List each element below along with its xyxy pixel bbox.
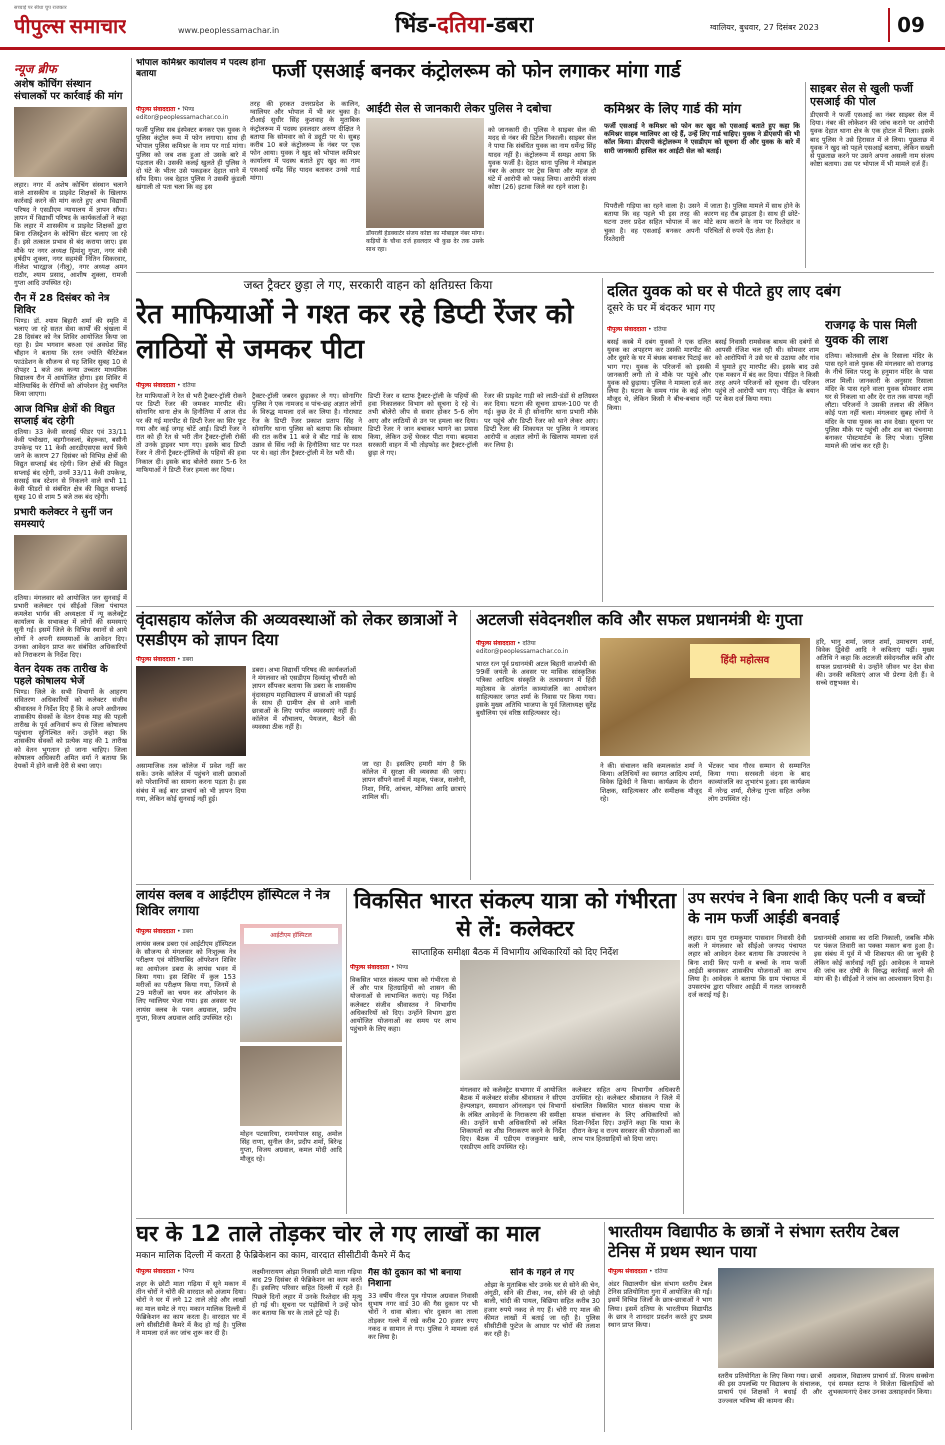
brand-logo[interactable]: पीपुल्स समाचार <box>14 16 127 38</box>
story-eye-camp-caption: मोहन पटसारिया, रामगोपाल साहू, अमोल सिंह राणा, सुनील जैन, प्रदीप शर्मा, बिरेन्द्र गुप्ता, विजय अग्रवाल, कमल मोदी आदि मौजूद रहे। <box>240 1130 342 1163</box>
column-divider <box>604 1222 605 1432</box>
dateline: ग्वालियर, बुधवार, 27 दिसंबर 2023 <box>710 23 819 32</box>
commissioner-guard-col2: में जाता है। पुलिस मामले में साथ होने के कारण वह रौब झाड़ता है। साथ ही छोटे-मोटे काम कराने के नाम पर रिश्तेदार व परिचितों से रुपये ऐंठ लेता है। <box>704 202 800 235</box>
story-body-found-headline: राजगढ़ के पास मिली युवक की लाश <box>825 318 917 347</box>
story-fake-si-col2: तरह की हरकत उत्तरप्रदेश के कालिन, ग्वालियर और भोपाल में भी कर चुका है। टीआई सुधीर सिंह कुशवाह के मुताबिक कंट्रोलरूम में पदस्थ हवलदार अरुण दीक्षित ने बताया कि सोमवार को वे ड्यूटी पर थे। सुबह करीब 10 बजे कंट्रोलरूम के नंबर पर एक फोन आया। युवक ने खुद को भोपाल कमिश्नर कार्यालय में पदस्थ बताते हुए खुद का नाम एसआई धर्मेंद्र सिंह यादव बताकर उनसे गार्ड मांगा। <box>250 100 360 182</box>
story-fake-si-byline: पीपुल्स संवाददाता • भिण्ड <box>136 106 195 113</box>
story-sand-mafia-col3: डिप्टी रेंजर व स्टाफ ट्रैक्टर-ट्रॉली के पहियों की हवा निकालकर विभाग को सूचना दे रहे थे। तभी बोलेरो जीप से सवार होकर 5-6 लोग आए और लाठियों से उन पर हमला कर दिया। डिप्टी रेंजर ने जान बचाकर भागने का प्रयास किया, लेकिन उन्हें घेरकर पीटा गया। बदमाश सरकारी वाहन में भी तोड़फोड़ कर ट्रैक्टर-ट्रॉली छुड़ा ले गए। <box>368 392 478 458</box>
story-dalit-youth-headline: दलित युवक को घर से पीटते हुए लाए दबंग <box>607 282 841 300</box>
column-divider <box>470 610 471 880</box>
brief-1-photo <box>14 107 127 177</box>
event-banner: हिंदी महोत्सव <box>690 644 800 678</box>
column-divider <box>805 82 806 268</box>
story-cyber-cell <box>810 82 934 268</box>
brief-4-headline: प्रभारी कलेक्टर ने सुनीं जन समस्याएं <box>14 506 113 530</box>
story-college-memo-byline: पीपुल्स संवाददाता • डबरा <box>136 656 194 663</box>
story-college-memo-col2: असामाजिक तत्व कॉलेज में प्रवेश नहीं कर सकें। उनके कॉलेज में पहुंचने वाली छात्राओं को परेशानियों का सामना करना पड़ता है। इस संबंध में कई बार प्राचार्य को भी ज्ञापन दिया गया, लेकिन कोई सुनवाई नहीं हुई। <box>136 762 246 803</box>
story-table-tennis-col2: स्तरीय प्रतियोगिता के लिए किया गया। छात्रों की इस उपलब्धि पर विद्यालय के संचालक, प्राचार्य एवं शिक्षकों ने बधाई दी और उज्ज्वल भविष्य की कामना की। <box>718 1372 822 1405</box>
story-fake-si-headline: फर्जी एसआई बनकर कंट्रोलरूम को फोन लगाकर मांगा गार्ड <box>272 60 681 82</box>
commissioner-guard-headline: कमिश्नर के लिए गार्ड की मांग <box>604 102 742 117</box>
story-eye-camp <box>136 888 342 1214</box>
story-atal-tribute-col3: भेंटकर भाव गौरव सम्मान से सम्मानित किया गया। सरस्वती वंदना के बाद काव्यांजलि का शुभारंभ हुआ। इस कार्यक्रम में नरेन्द्र शर्मा, शैलेन्द्र गुप्ता सहित अनेक लोग उपस्थित रहे। <box>708 762 810 803</box>
story-viksit-bharat <box>350 888 680 1214</box>
story-cyber-cell-headline: साइबर सेल से खुली फर्जी एसआई की पोल <box>810 82 913 108</box>
story-atal-tribute-byline: पीपुल्स संवाददाता • दतिया <box>476 640 536 647</box>
commissioner-guard-lead: फर्जी एसआई ने कमिश्नर को फोन कर खुद को एसआई बताते हुए कहा कि कमिश्नर साहब ग्वालियर आ रहे हैं, उन्हें लिए गार्ड चाहिए। युवक ने डीएसपी की भी कॉल किया। डीएसपी कंट्रोलरूम ने एसडीएम को सूचना दी और युवक के बारे में सारी जानकारी हासिल कर आईटी सेल को बताई। <box>604 122 800 155</box>
viksit-bharat-meeting-photo <box>460 960 680 1080</box>
brief-1-text: लहार। नगर में अशेष कोचिंग संस्थान चलाने वाले शासकीय व प्राइवेट शिक्षकों के खिलाफ कार्रवाई करने की मांग करते हुए अभा विद्यार्थी परिषद ने एसडीएम न्यायालय में ज्ञापन सौंपा। ज्ञापन में विद्यार्थी परिषद के कार्यकर्ताओं ने कहा कि लहार में शासकीय व प्राइवेट शिक्षकों द्वारा बिना रजिस्ट्रेशन के कोचिंग सेंटर चलाए जा रहे हैं। इसे तत्काल प्रभाव से बंद कराया जाए। इस मौके पर नगर अध्यक्ष हिमांशु गुप्ता, नगर मंत्री हर्षदीप शुक्ला, नगर सहमंत्री नितिन सिकरवार, नीलेश भारद्वाज (नीलू), नगर अध्यक्ष अमन राठौर, श्याम प्रसाद, आशीष शुक्ला, रामजी गुप्ता आदि उपस्थित रहे। <box>14 181 127 288</box>
story-dalit-youth-byline: पीपुल्स संवाददाता • दतिया <box>607 326 667 333</box>
story-atal-tribute-col4: हरि, भानु शर्मा, जगत शर्मा, उमाचरण शर्मा, विवेक द्विवेदी आदि ने कविताएं पढ़ीं। मुख्य अतिथि ने कहा कि अटलजी संवेदनशील कवि और सफल प्रधानमंत्री थे। उन्होंने जीवन भर देश सेवा की। उनकी कविताएं आज भी प्रेरणा देती हैं। वे सच्चे राष्ट्रभक्त थे। <box>816 638 934 688</box>
gold-jewellery-headline: सोने के गहने ले गए <box>510 1268 574 1278</box>
story-fake-si-caption: डॉयरली हेडक्वार्टर संजय कोष्टा का मोबाइल नंबर मांगा। कड़ियों के चौथा दर्ज हवलदार भी कुछ देर तक उसके साथ रहा। <box>366 230 484 254</box>
story-fake-si-kicker: भोपाल कमिश्नर कार्यालय में पदस्थ होना बताया <box>136 58 266 79</box>
gas-shop-box <box>368 1268 478 1432</box>
story-viksit-bharat-headline: विकसित भारत संकल्प यात्रा को गंभीरता से लें: कलेक्टर <box>350 888 680 944</box>
gas-shop-headline: गैस की दुकान को भी बनाया निशाना <box>368 1268 461 1289</box>
column-divider <box>602 278 603 602</box>
story-fake-id-headline: उप सरपंच ने बिना शादी किए पत्नी व बच्चों के नाम फर्जी आईडी बनवाई <box>688 889 925 927</box>
hospital-banner: आईटीएम हॉस्पिटल <box>244 928 338 944</box>
story-table-tennis-col1: अंडर विद्यालयीन खेल संभाग स्तरीय टेबल टेनिस प्रतियोगिता गुना में आयोजित की गई। इसमें विभिन्न जिलों के छात्र-छात्राओं ने भाग लिया। इसमें दतिया के भारतीयम विद्यापीठ के छात्र ने शानदार प्रदर्शन करते हुए प्रथम स्थान प्राप्त किया। <box>608 1280 712 1330</box>
story-viksit-bharat-subhead: साप्ताहिक समीक्षा बैठक में विभागीय अधिकारियों को दिए निर्देश <box>411 948 619 958</box>
brief-5-text: भिण्ड। जिले के सभी विभागों के आहरण संवितरण अधिकारियों को कलेक्टर संजीव श्रीवास्तव ने निर्देश दिए हैं कि वे अपने अधीनस्थ शासकीय सेवकों के वेतन देयक माह की पहली तारीख के पूर्व अनिवार्य रूप से जिला कोषालय पहुंचाना सुनिश्चित करें। उन्होंने कहा कि शासकीय सेवकों को प्रत्येक माह की 1 तारीख को वेतन भुगतान हो जाना चाहिए। जिला कोषालय अधिकारी अमित वर्मा ने बताया कि देयकों में होने वाली देरी से बचा जाए। <box>14 688 127 770</box>
story-college-memo-col3: जा रहा है। इसलिए हमारी मांग है कि कॉलेज में सुरक्षा की व्यवस्था की जाए। ज्ञापन सौंपने वालों में महक, पंकज, सलोनी, निशा, निधि, आंचल, मोनिका आदि छात्राएं शामिल थीं। <box>362 760 466 801</box>
section-rule <box>136 272 934 273</box>
story-fake-id <box>688 888 934 1214</box>
story-theft-col2: लक्ष्मीनारायण ओझा निवासी छोटी माता गढ़िया बाद 29 दिसंबर से फेब्रिकेशन का काम करते हैं। इसलिए परिवार सहित दिल्ली में रहते हैं। पिछले दिनों लहार में उनके रिश्तेदार की मृत्यु हो गई थी। सूचना पर पड़ोसियों ने उन्हें फोन कर बताया कि घर के ताले टूटे पड़े हैं। <box>252 1268 362 1318</box>
story-table-tennis <box>608 1222 934 1432</box>
story-fake-id-col2: प्रधानमंत्री आवास का राशि निकाली, जबकि मौके पर पंकज तिवारी का पक्का मकान बना हुआ है। इस संबंध में पूर्व में भी शिकायत की जा चुकी है लेकिन कोई कार्रवाई नहीं हुई। आवेदक ने मामले की जांच कर दोषी के विरुद्ध कार्रवाई करने की मांग की है। सीईओ ने जांच का आश्वासन दिया है। <box>814 934 934 984</box>
story-dalit-youth-col1: बसई कस्बे में दबंग युवकों ने एक दलित युवक का अपहरण कर उसकी मारपीट की और दूसरे के घर में बंधक बनाकर पिटाई कर भाग गए। युवक के परिजनों को इसकी जानकारी लगी तो वे मौके पर पहुंचे और युवक को छुड़ाया। पुलिस ने मामला दर्ज कर लिया है। घटना के समय गांव के कई लोग मौजूद थे, लेकिन किसी ने बीच-बचाव नहीं किया। <box>607 338 711 412</box>
story-college-memo-col1: डबरा। अभा विद्यार्थी परिषद की कार्यकर्ताओं ने मंगलवार को एसडीएम दिव्यांशु चौधरी को ज्ञापन सौंपकर बताया कि डबरा के शासकीय वृंदासहाय महाविद्यालय में छात्राओं की पढ़ाई के साथ ही ग्रामीण क्षेत्र से आने वाली छात्राओं के लिए पर्याप्त व्यवस्थाएं नहीं हैं। कॉलेज में शौचालय, पेयजल, बैठने की व्यवस्था ठीक नहीं है। <box>252 666 356 732</box>
story-fake-si-subhead: आईटी सेल से जानकारी लेकर पुलिस ने दबोचा <box>366 102 552 115</box>
table-tennis-team-photo <box>718 1268 934 1368</box>
story-college-memo-headline: वृंदासहाय कॉलेज की अव्यवस्थाओं को लेकर छात्राओं ने एसडीएम को ज्ञापन दिया <box>136 610 458 649</box>
story-eye-camp-headline: लायंस क्लब व आईटीएम हॉस्पिटल ने नेत्र शिविर लगाया <box>136 888 330 919</box>
story-viksit-bharat-col3: कलेक्टर सहित अन्य विभागीय अधिकारी उपस्थित रहे। कलेक्टर श्रीवास्तव ने जिले में संचालित विकसित भारत संकल्प यात्रा के सफल संचालन के लिए अधिकारियों को दिशा-निर्देश दिए। उन्होंने कहा कि यात्रा के दौरान केन्द्र व राज्य सरकार की योजनाओं का लाभ पात्र हितग्राहियों को दिया जाए। <box>572 1086 680 1144</box>
story-theft <box>136 1222 600 1432</box>
story-theft-headline: घर के 12 ताले तोड़कर चोर ले गए लाखों का माल <box>136 1222 540 1247</box>
story-sand-mafia-kicker: जब्त ट्रैक्टर छुड़ा ले गए, सरकारी वाहन को क्षतिग्रस्त किया <box>243 278 493 292</box>
story-dalit-youth-col2: बसई निवासी रामसेवक बाथम की दबंगों से आपसी रंजिश चल रही थी। सोमवार शाम को आरोपियों ने उसे घर से उठाया और गांव में घुमाते हुए मारपीट की। इसके बाद उसे एक मकान में बंद कर दिया। पीड़ित ने किसी तरह अपने परिजनों को सूचना दी। परिजन पहुंचे तो आरोपी भाग गए। पीड़ित के बयान पर केस दर्ज किया गया। <box>715 338 819 404</box>
story-table-tennis-col3: अग्रवाल, विद्यालय प्राचार्य डॉ. विजय सक्सेना एवं समस्त स्टाफ ने विजेता खिलाड़ियों को शुभकामनाएं देकर उनका उत्साहवर्धन किया। <box>828 1372 934 1397</box>
section-dabra: -डबरा <box>485 13 534 38</box>
brief-4-photo <box>14 535 127 590</box>
commissioner-guard-col1: पिपरौली गड़िया का रहने वाला है। उसने बताया कि वह पहले भी इस तरह की घटना उत्तर प्रदेश सहित भोपाल में कर चुका है। वह एसआई बनकर अपनी रिश्तेदारी <box>604 202 700 243</box>
story-sand-mafia <box>136 278 600 602</box>
news-brief-column <box>14 60 127 1430</box>
accused-photo <box>366 118 484 228</box>
page-number: 09 <box>888 8 932 42</box>
brief-1-headline: अशेष कोचिंग संस्थान संचालकों पर कार्रवाई की मांग <box>14 79 123 102</box>
story-sand-mafia-col4: रेंजर की प्राइवेट गाड़ी को लाठी-डंडों से क्षतिग्रस्त कर दिया। घटना की सूचना डायल-100 पर दी गई। कुछ देर में ही सोनागिर थाना प्रभारी मौके पर पहुंचे और डिप्टी रेंजर को थाने लेकर आए। डिप्टी रेंजर की शिकायत पर पुलिस ने नामजद आरोपी व अज्ञात लोगों के खिलाफ मामला दर्ज कर लिया है। <box>484 392 598 450</box>
logo-tagline: सच्चाई पर सीधा चुप राजकार <box>14 5 67 11</box>
story-viksit-bharat-byline: पीपुल्स संवाददाता • भिण्ड <box>350 964 409 971</box>
story-table-tennis-headline: भारतीयम विद्यापीठ के छात्रों ने संभाग स्तरीय टेबल टेनिस में प्रथम स्थान पाया <box>608 1222 899 1261</box>
brief-3-text: दतिया। 33 केवी सरसई फीडर एवं 33/11 केवी पचोखरा, बड़गौनकलां, बेहरूका, बसौनी उपकेन्द्र पर 11 केवी आरडीएसएस कार्य किये जाने के कारण 27 दिसंबर को विभिन्न क्षेत्रों की विद्युत सप्लाई बंद रहेगी। जिन क्षेत्रों की विद्युत सप्लाई बंद रहेगी, उनमें 33/11 केवी उपकेन्द्र, सरसई सब स्टेशन से निकलने वाले सभी 11 केवी फीडरों से संबंधित क्षेत्र की विद्युत सप्लाई सुबह 10 से शाम 5 बजे तक बंद रहेगी। <box>14 427 127 502</box>
masthead <box>0 0 945 50</box>
column-divider <box>346 888 347 1214</box>
news-brief-tag: न्यूज ब्रीफ <box>14 62 57 76</box>
college-memo-photo <box>136 666 246 756</box>
story-cyber-cell-text: डीएसपी ने फर्जी एसआई का नंबर साइबर सेल में दिया। नंबर की लोकेशन की जांच कराने पर आरोपी युवक देहात थाना क्षेत्र के एक होटल में मिला। इसके बाद पुलिस ने उसे हिरासत में ले लिया। पूछताछ में युवक ने खुद को पहले एसआई बताया, लेकिन सख्ती से पूछताछ करने पर उसने अपना असली नाम संजय कोष्टा बताया। उस पर भोपाल में भी मामले दर्ज हैं। <box>810 111 934 169</box>
section-rule <box>136 1218 934 1219</box>
story-atal-tribute-col2: ने की। संचालन कवि कमलकांत शर्मा ने किया। अतिथियों का स्वागत आदित्य शर्मा, विवेक द्विवेदी ने किया। कार्यक्रम के दौरान शिक्षक, साहित्यकार और समीक्षक मौजूद रहे। <box>600 762 702 803</box>
story-sand-mafia-col1: रेत माफियाओं ने रेत से भरी ट्रैक्टर-ट्रॉली रोकने पर डिप्टी रेंजर की जमकर मारपीट की। सोनागिर थाना क्षेत्र के हिनौतिया में आज रोड पर की गई मारपीट से डिप्टी रेंजर का सिर फूट गया और कई जगह चोटें आईं। डिप्टी रेंजर ने रात को ही रेत से भरी तीन ट्रैक्टर-ट्रॉली रोकीं तो उनके ड्राइवर भाग गए। इसके बाद डिप्टी रेंजर ने तीनों ट्रैक्टर-ट्रॉलियों के पहियों की हवा निकाल दी। इसके बाद बोलेरो सवार 5-6 रेत माफियाओं ने डिप्टी रेंजर हमला कर दिया। <box>136 392 246 474</box>
story-atal-tribute <box>476 610 934 880</box>
story-eye-camp-text: लायंस क्लब डबरा एवं आईटीएम हॉस्पिटल के सौजन्य से मंगलवार को निःशुल्क नेत्र परीक्षण एवं मोतियाबिंद ऑपरेशन शिविर का आयोजन डबरा के लायंस भवन में किया गया। इस शिविर में कुल 153 मरीजों का परीक्षण किया गया, जिनमें से 29 मरीजों का चयन कर ऑपरेशन के लिए ग्वालियर भेजा गया। इस अवसर पर लायंस क्लब के पवन अग्रवाल, प्रदीप गुप्ता, विजय अग्रवाल आदि उपस्थित रहे। <box>136 940 236 1022</box>
gold-jewellery-box <box>484 1268 600 1432</box>
section-datia: दतिया <box>437 13 486 38</box>
section-rule <box>136 606 934 607</box>
story-dalit-youth <box>607 282 934 602</box>
story-sand-mafia-byline: पीपुल्स संवाददाता • दतिया <box>136 382 196 389</box>
story-theft-byline: पीपुल्स संवाददाता • भिण्ड <box>136 1268 195 1275</box>
column-divider <box>131 58 132 1430</box>
story-viksit-bharat-col1: विकसित भारत संकल्प यात्रा को गंभीरता से लें और पात्र हितग्राहियों को शासन की योजनाओं से लाभान्वित कराएं। यह निर्देश कलेक्टर संजीव श्रीवास्तव ने विभागीय अधिकारियों को दिए। उन्होंने विभाग द्वारा आयोजित योजनाओं का समय पर लाभ पहुंचाने के लिए कहा। <box>350 976 456 1034</box>
story-atal-tribute-col1: भारत रत्न पूर्व प्रधानमंत्री अटल बिहारी वाजपेयी की 99वीं जयंती के अवसर पर मासिक सांस्कृतिक पत्रिका आदित्य संस्कृति के तत्वावधान में हिंदी महोत्सव के अंतर्गत काव्यांजलि का आयोजन साहित्यकार जगत शर्मा के निवास पर किया गया। इसके मुख्य अतिथि भाजपा के पूर्व जिलाध्यक्ष सुरेंद्र बुधौलिया एवं वरिष्ठ साहित्यकार रहे। <box>476 660 596 718</box>
story-atal-tribute-headline: अटलजी संवेदनशील कवि और सफल प्रधानमंत्री थेः गुप्ता <box>476 610 803 629</box>
section-rule <box>136 884 934 885</box>
story-fake-si <box>136 58 801 268</box>
brief-3-headline: आज विभिन्न क्षेत्रों की विद्युत सप्लाई बंद रहेगी <box>14 403 115 427</box>
story-viksit-bharat-col2: मंगलवार को कलेक्ट्रेट सभागार में आयोजित बैठक में कलेक्टर संजीव श्रीवास्तव ने सीएम हेल्पलाइन, समाधान ऑनलाइन एवं विभागों के लंबित आवेदनों के निराकरण की समीक्षा की। उन्होंने सभी अधिकारियों को लंबित शिकायतों का शीघ्र निराकरण करने के निर्देश दिए। बैठक में एडीएम राजकुमार खत्री, एसडीएम आदि उपस्थित रहे। <box>460 1086 566 1152</box>
site-url[interactable]: www.peoplessamachar.in <box>178 26 280 35</box>
story-fake-si-email[interactable]: editor@peoplessamachar.co.in <box>136 114 229 121</box>
brief-2-text: भिण्ड। डॉ. श्याम बिहारी शर्मा की स्मृति में चलाए जा रहे सतत सेवा कार्यों की श्रृंखला में 28 दिसंबर को नेत्र शिविर आयोजित किया जा रहा है। प्रेम भगवान बरुआ एवं अवधेश सिंह चौहान ने बताया कि रतन ज्योति चैरिटेबल फाउंडेशन के सौजन्य से यह शिविर सुबह 10 से दोपहर 1 बजे तक कन्या उच्चतर माध्यमिक विद्यालय रौन में आयोजित होगा। इस शिविर में मोतियाबिंद के रोगियों को ऑपरेशन हेतु चयनित किया जाएगा। <box>14 316 127 399</box>
story-sand-mafia-headline: रेत माफियाओं ने गश्त कर रहे डिप्टी रेंजर को लाठियों से जमकर पीटा <box>136 299 574 365</box>
story-theft-col1: शहर के छोटी माता गढ़िया में सूने मकान में तीन चोरों ने चोरी की वारदात को अंजाम दिया। चोरों ने घर में लगे 12 ताले तोड़े और लाखों का माल समेट ले गए। मकान मालिक दिल्ली में फेब्रिकेशन का काम करता है। वारदात घर में लगे सीसीटीवी कैमरे में कैद हो गई है। पुलिस ने मामला दर्ज कर जांच शुरू कर दी है। <box>136 1280 246 1338</box>
story-college-memo <box>136 610 466 880</box>
story-fake-si-col3: को जानकारी दी। पुलिस ने साइबर सेल की मदद से नंबर की डिटेल निकाली। साइबर सेल ने पाया कि संबंधित युवक का नाम धर्मेन्द्र सिंह यादव नहीं है। कंट्रोलरूम में समझ आया कि युवक फर्जी है। देहात थाना पुलिस ने मोबाइल नंबर के आधार पर ट्रेस किया और महज दो घंटे में आरोपी को पकड़ लिया। आरोपी संजय कोष्टा (26) इटावा जिले का रहने वाला है। <box>488 126 596 192</box>
section-title <box>395 9 534 39</box>
atal-tribute-photo <box>600 638 810 756</box>
brief-2-headline: रौन में 28 दिसंबर को नेत्र शिविर <box>14 292 110 316</box>
eye-camp-group-photo <box>240 1046 342 1126</box>
story-theft-subhead: मकान मालिक दिल्ली में करता है फेब्रिकेशन का काम, वारदात सीसीटीवी कैमरे में कैद <box>136 1251 411 1261</box>
story-dalit-youth-subhead: दूसरे के घर में बंदकर भाग गए <box>607 303 716 314</box>
story-table-tennis-byline: पीपुल्स संवाददाता • दतिया <box>608 1268 668 1275</box>
story-eye-camp-byline: पीपुल्स संवाददाता • डबरा <box>136 928 194 935</box>
story-sand-mafia-col2: ट्रैक्टर-ट्रॉली जबरन छुड़ाकर ले गए। सोनागिर पुलिस ने एक नामजद व पांच-छह अज्ञात लोगों के विरुद्ध मामला दर्ज कर लिया है। गोराघाट रेंज के डिप्टी रेंजर प्रकाश प्रताप सिंह ने सोनागिर थाना पुलिस को बताया कि सोमवार की रात करीब 11 बजे वे बीट गार्ड के साथ उन्नाव से सिंध नदी के हिनौतिया घाट पर गश्त पर थे। वहां तीन ट्रैक्टर-ट्रॉली में रेत भरी थी। <box>252 392 362 458</box>
story-atal-tribute-email[interactable]: editor@peoplessamachar.co.in <box>476 648 569 655</box>
eye-camp-photo <box>240 924 342 1042</box>
brief-5-headline: वेतन देयक तक तारीख के पहले कोषालय भेजें <box>14 664 108 688</box>
story-body-found-text: दतिया। कोतवाली क्षेत्र के रिसाला मंदिर के पास रहने वाले युवक की मंगलवार को राजगढ़ के नीचे स्थित परशु के हनुमान मंदिर के पास लाश मिली। जानकारी के अनुसार रिसाला मंदिर के पास रहने वाला युवक सोमवार शाम घर से निकला था और देर रात तक वापस नहीं लौटा। परिजनों ने उसकी तलाश की लेकिन कोई पता नहीं चला। मंगलवार सुबह लोगों ने मंदिर के पास युवक का शव देखा। सूचना पर पुलिस मौके पर पहुंची और शव का पंचनामा बनाकर पोस्टमार्टम के लिए भेजा। पुलिस मामले की जांच कर रही है। <box>825 352 933 451</box>
column-divider <box>683 888 684 1214</box>
gas-shop-text: 33 वर्षीय नीरज पुत्र गोपाल अग्रवाल निवासी सुभाष नगर वार्ड 30 की गैस दुकान पर भी चोरों ने धावा बोला। चोर दुकान का ताला तोड़कर गल्ले में रखे करीब 20 हजार रुपए नकद व सामान ले गए। पुलिस ने मामला दर्ज कर लिया है। <box>368 1292 478 1342</box>
brief-4-text: दतिया। मंगलवार को आयोजित जन सुनवाई में प्रभारी कलेक्टर एवं सीईओ जिला पंचायत कमलेश भार्गव की अध्यक्षता में न्यू कलेक्ट्रेट कार्यालय के सभाकक्ष में लोगों की समस्याएं सुनी गईं। इसमें जिले के विभिन्न स्थानों से आये लोगों ने अपनी समस्याओं के आवेदन दिए। उनका आवेदन प्राप्त कर संबंधित अधिकारियों को निराकरण के निर्देश दिए। <box>14 593 127 659</box>
section-bhind: भिंड- <box>395 13 438 38</box>
story-fake-si-col1: फर्जी पुलिस सब इंस्पेक्टर बनकर एक युवक ने पुलिस कंट्रोल रूम में फोन लगाया। साथ ही भोपाल पुलिस कमिश्नर के नाम पर गार्ड मांगा। पुलिस को जब शक हुआ तो उसके बारे में पड़ताल की। उसकी कलई खुलते ही पुलिस ने दो घंटे के भीतर उसे पकड़कर देहात थाने में सौंप दिया। जब देहात पुलिस ने उसकी कुंडली खंगाली तो पता चला कि वह इस <box>136 126 246 192</box>
story-fake-id-col1: लहार। ग्राम पुरा रामकुमार पासवान निवासी देवी कली ने मंगलवार को सीईओ जनपद पंचायत लहार को आवेदन देकर बताया कि उपसरपंच ने बिना शादी किए पत्नी व बच्चों के नाम फर्जी आईडी बनवाकर शासकीय योजनाओं का लाभ लिया है। आवेदक ने बताया कि ग्राम पंचायत में उपसरपंच द्वारा परिवार आईडी में गलत जानकारी दर्ज कराई गई है। <box>688 934 806 1000</box>
gold-jewellery-text: ओझा के मुताबिक चोर उनके घर से सोने की चेन, अंगूठी, सोने की टीका, नथ, सोने की दो जोड़ी बाली, चांदी की पायल, बिछिया सहित करीब 30 हजार रुपये नकद ले गए हैं। चोरी गए माल की कीमत लाखों में बताई जा रही है। पुलिस सीसीटीवी फुटेज के आधार पर चोरों की तलाश कर रही है। <box>484 1281 600 1339</box>
